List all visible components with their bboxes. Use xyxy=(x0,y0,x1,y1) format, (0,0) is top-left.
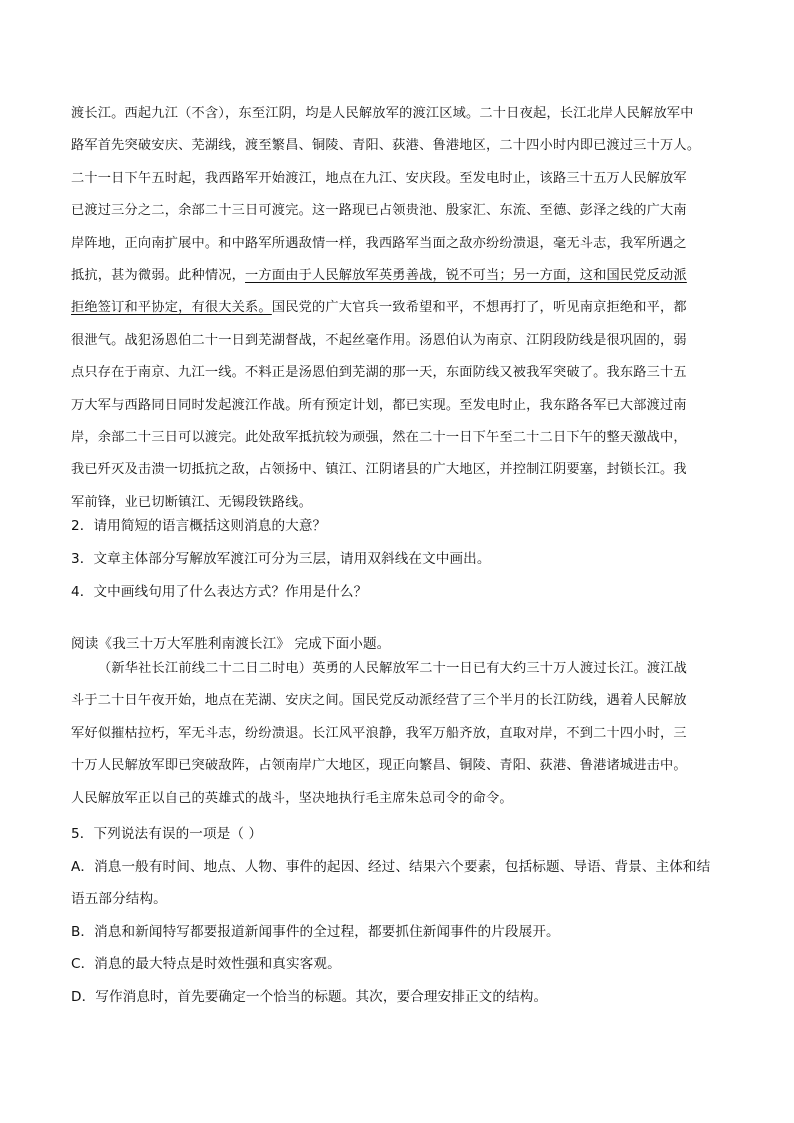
question-5-stem: 5．下列说法有误的一项是（ ） xyxy=(71,826,263,842)
passage-line: 军好似摧枯拉朽，军无斗志，纷纷溃退。长江风平浪静，我军万船齐放，直取对岸，不到二十四小时，三 xyxy=(71,725,687,741)
passage-line: （新华社长江前线二十二日二时电）英勇的人民解放军二十一日已有大约三十万人渡过长江。渡江战 xyxy=(98,661,688,676)
passage-line: 人民解放军正以自己的英雄式的战斗，坚决地执行毛主席朱总司令的命令。 xyxy=(71,790,513,806)
passage-line: 岸，余部二十三日可以渡完。此处敌军抵抗较为顽强，然在二十一日下午至二十二日下午的整天激战中， xyxy=(71,430,687,445)
option-c: C．消息的最大特点是时效性强和真实客观。 xyxy=(71,956,341,972)
reading-intro: 阅读《我三十万大军胜利南渡长江》 完成下面小题。 xyxy=(71,636,391,652)
option-a-continued: 语五部分结构。 xyxy=(71,891,167,907)
passage-line: 十万人民解放军即已突破敌阵，占领南岸广大地区，现正向繁昌、铜陵、青阳、荻港、鲁港诸城进击中。 xyxy=(71,758,687,774)
passage-line: 路军首先突破安庆、芜湖线，渡至繁昌、铜陵、青阳、荻港、鲁港地区，二十四小时内即已渡过三十万人。 xyxy=(71,138,701,154)
option-b: B．消息和新闻特写都要报道新闻事件的全过程，都要抓住新闻事件的片段展开。 xyxy=(71,924,560,940)
underlined-sentence: 一方面由于人民解放军英勇善战，锐不可当；另一方面，这和国民党反动派 xyxy=(245,268,687,283)
option-d: D．写作消息时，首先要确定一个恰当的标题。其次，要合理安排正文的结构。 xyxy=(71,989,548,1005)
passage-line: 岸阵地，正向南扩展中。和中路军所遇敌情一样，我西路军当面之敌亦纷纷溃退，毫无斗志，我军所遇之 xyxy=(71,235,687,251)
passage-line: 点只存在于南京、九江一线。不料正是汤恩伯到芜湖的那一天，东面防线又被我军突破了。我东路三十五 xyxy=(71,365,687,381)
passage-line: 我已歼灭及击溃一切抵抗之敌，占领扬中、镇江、江阴诸县的广大地区，并控制江阴要塞，封锁长江。我 xyxy=(71,462,687,478)
passage-line: 军前锋，业已切断镇江、无锡段铁路线。 xyxy=(71,494,312,510)
passage-line-with-underline xyxy=(71,292,687,324)
question-2: 2．请用简短的语言概括这则消息的大意？ xyxy=(71,518,327,534)
question-4: 4．文中画线句用了什么表达方式？作用是什么？ xyxy=(71,584,368,600)
passage-line: 已渡过三分之二，余部二十三日可渡完。这一路现已占领贵池、殷家汇、东流、至德、彭泽之线的广大南 xyxy=(71,203,687,219)
passage-line: 渡长江。西起九江（不含），东至江阴，均是人民解放军的渡江区域。二十日夜起，长江北岸人民解放军中 xyxy=(71,106,694,121)
question-3: 3．文章主体部分写解放军渡江可分为三层，请用双斜线在文中画出。 xyxy=(71,551,491,567)
option-a: A．消息一般有时间、地点、人物、事件的起因、经过、结果六个要素，包括标题、导语、背景、主体和结 xyxy=(71,859,711,875)
passage-line-with-underline xyxy=(71,260,687,292)
passage-line: 万大军与西路同日同时发起渡江作战。所有预定计划，都已实现。至发电时止，我东路各军已大部渡过南 xyxy=(71,397,687,413)
underlined-sentence: 拒绝签订和平协定，有很大关系。 xyxy=(71,300,272,316)
passage-line: 二十一日下午五时起，我西路军开始渡江，地点在九江、安庆段。至发电时止，该路三十五万人民解放军 xyxy=(71,170,687,186)
passage-text: 抵抗，甚为微弱。此种情况， xyxy=(71,268,246,283)
passage-text: 国民党的广大官兵一致希望和平，不想再打了，听见南京拒绝和平，都 xyxy=(271,300,687,316)
passage-line: 很泄气。战犯汤恩伯二十一日到芜湖督战，不起丝毫作用。汤恩伯认为南京、江阴段防线是很巩固的，弱 xyxy=(71,332,687,348)
passage-line: 斗于二十日午夜开始，地点在芜湖、安庆之间。国民党反动派经营了三个半月的长江防线，遇着人民解放 xyxy=(71,693,687,709)
